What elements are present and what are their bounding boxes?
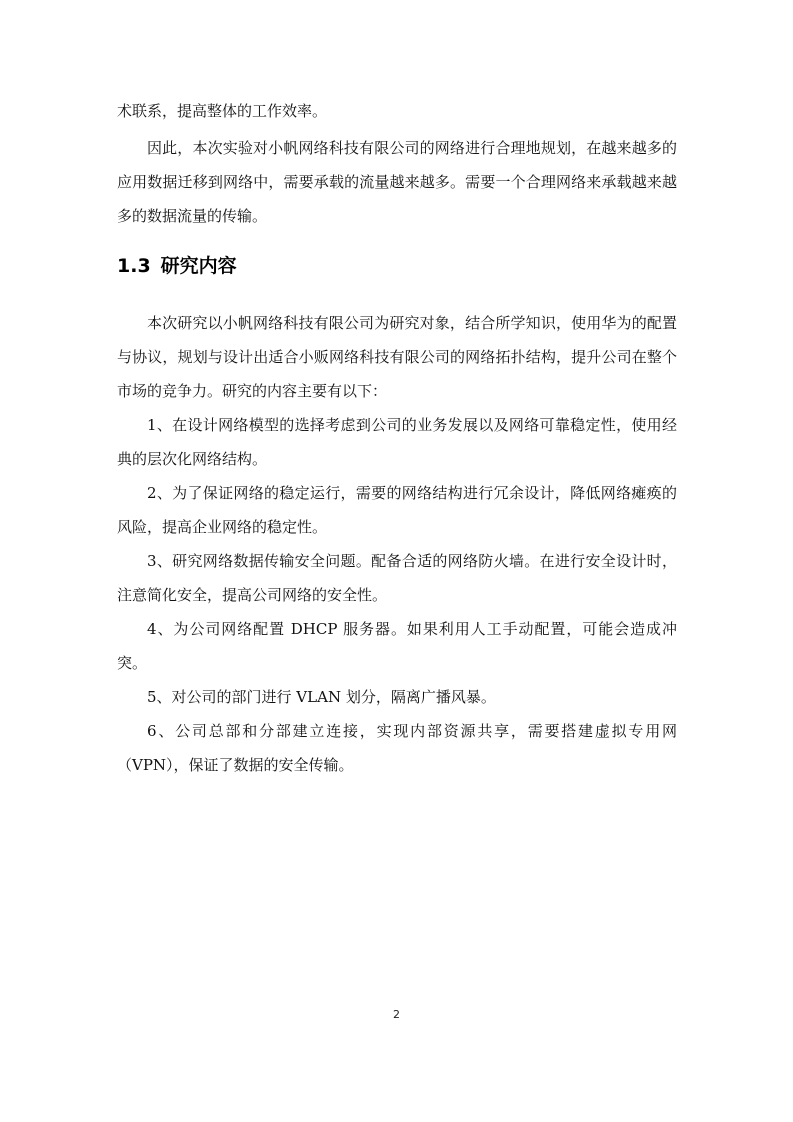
page-number: 2 [393, 1008, 400, 1021]
section-title: 研究内容 [160, 255, 237, 277]
continued-paragraph [117, 94, 677, 128]
research-content-block [117, 306, 677, 782]
paragraph-continuation: 术联系，提高整体的工作效率。 [117, 102, 328, 120]
list-item: 6、公司总部和分部建立连接，实现内部资源共享，需要搭建虚拟专用网（VPN），保证了数据的安全传输。 [117, 722, 677, 774]
list-item: 1、在设计网络模型的选择考虑到公司的业务发展以及网络可靠稳定性，使用经典的层次化网络结构。 [117, 416, 677, 468]
section-number: 1.3 [117, 255, 151, 277]
paragraph-block-1 [117, 131, 677, 233]
list-item: 2、为了保证网络的稳定运行，需要的网络结构进行冗余设计，降低网络瘫痪的风险，提高企业网络的稳定性。 [117, 484, 677, 536]
list-item: 3、研究网络数据传输安全问题。配备合适的网络防火墙。在进行安全设计时，注意简化安全，提高公司网络的安全性。 [117, 552, 677, 604]
intro-paragraph: 本次研究以小帆网络科技有限公司为研究对象，结合所学知识，使用华为的配置与协议，规划与设计出适合小贩网络科技有限公司的网络拓扑结构，提升公司在整个市场的竞争力。研究的内容主要有以下： [117, 314, 677, 400]
list-item: 5、对公司的部门进行 VLAN 划分，隔离广播风暴。 [147, 688, 496, 706]
section-heading [117, 252, 237, 280]
list-item: 4、为公司网络配置 DHCP 服务器。如果利用人工手动配置，可能会造成冲突。 [117, 620, 677, 672]
paragraph-therefore: 因此，本次实验对小帆网络科技有限公司的网络进行合理地规划，在越来越多的应用数据迁移到网络中，需要承载的流量越来越多。需要一个合理网络来承载越来越多的数据流量的传输。 [117, 139, 677, 225]
